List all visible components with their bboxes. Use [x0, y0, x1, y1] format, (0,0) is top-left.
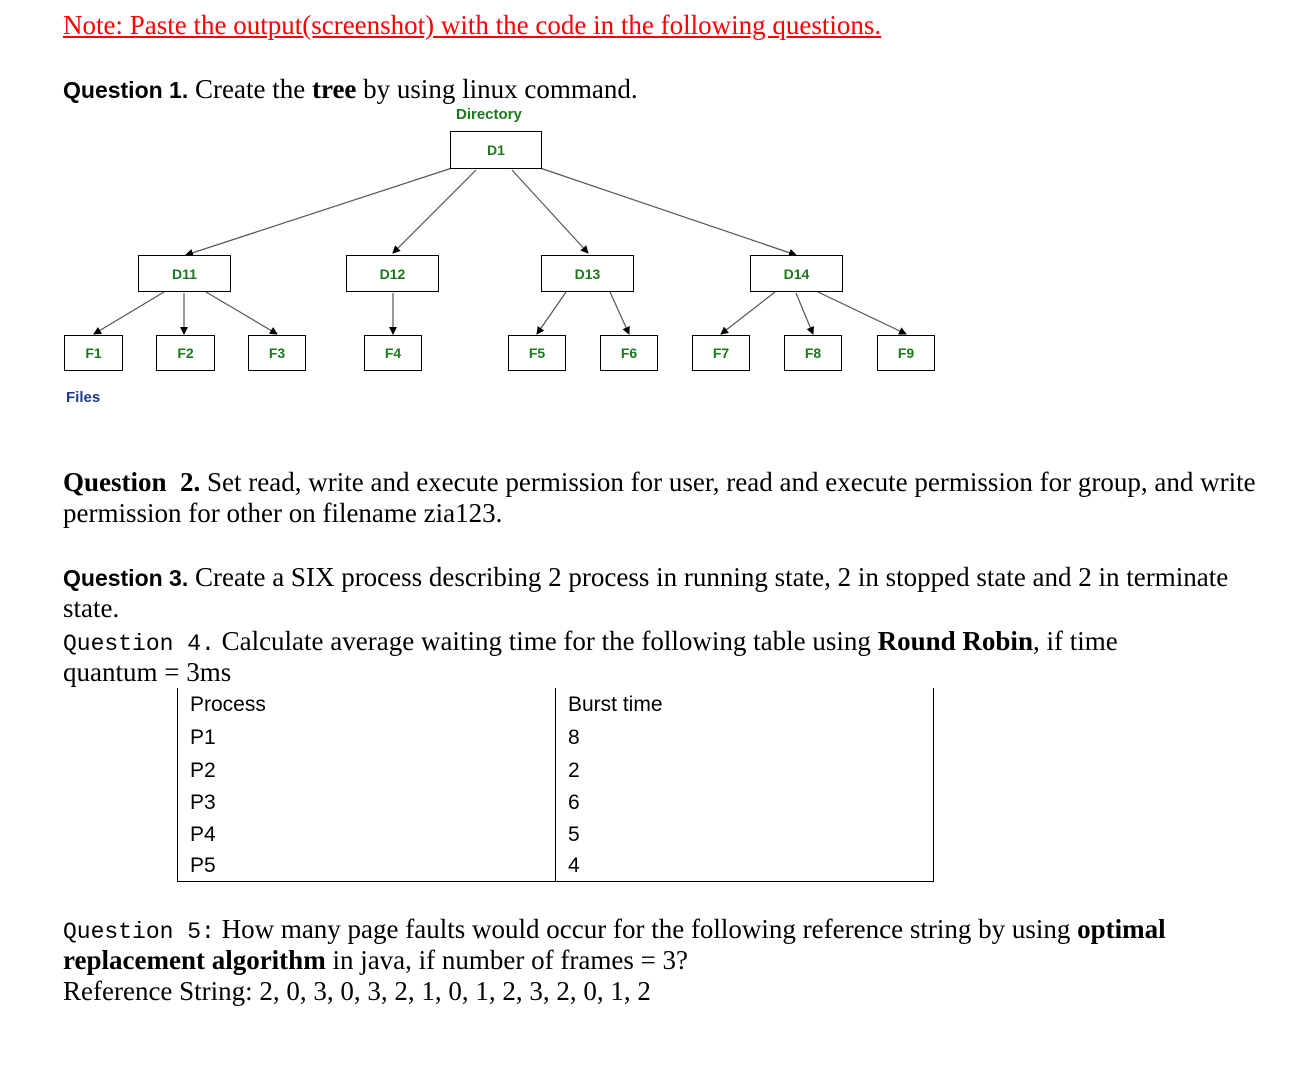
question-5-bold-1: optimal — [1077, 914, 1166, 944]
table-cell: 4 — [568, 854, 580, 877]
table-cell: 2 — [568, 759, 580, 782]
node-f1: F1 — [64, 335, 123, 371]
question-4-bold: Round Robin — [877, 626, 1033, 656]
files-label: Files — [66, 389, 101, 406]
node-f5: F5 — [508, 335, 566, 371]
question-1-label: Question 1. — [63, 77, 189, 103]
node-f2: F2 — [156, 335, 215, 371]
question-3-line-1 — [63, 562, 1228, 593]
question-2-label: Question — [63, 467, 167, 497]
question-2-text: Set read, write and execute permission for user, read and execute permission for group, and write — [207, 467, 1256, 497]
edge-d11-f3 — [206, 292, 277, 334]
node-d14: D14 — [750, 255, 843, 292]
edge-d13-f5 — [537, 292, 566, 334]
node-f9: F9 — [877, 335, 935, 371]
question-1-text-before: Create the — [195, 74, 306, 104]
node-d1: D1 — [450, 131, 542, 169]
table-left-border — [177, 688, 178, 882]
question-2-line-1 — [63, 467, 1256, 498]
table-cell: 5 — [568, 823, 580, 846]
question-5-text-after: in java, if number of frames = 3? — [332, 945, 689, 975]
question-3-line-2: state. — [63, 593, 120, 623]
table-cell: P2 — [190, 759, 216, 782]
question-4-label: Question 4. — [63, 631, 215, 657]
table-cell: 8 — [568, 726, 580, 749]
question-5-text-before: How many page faults would occur for the following reference string by using — [221, 914, 1071, 944]
question-2-label-num: 2. — [180, 467, 201, 497]
question-4-text-before: Calculate average waiting time for the following table using — [221, 626, 871, 656]
table-header-burst: Burst time — [568, 693, 663, 716]
node-d11: D11 — [138, 255, 231, 292]
question-5-line-2 — [63, 945, 688, 976]
table-bottom-border — [177, 881, 934, 882]
edge-d11-f1 — [94, 292, 164, 334]
node-f4: F4 — [364, 335, 422, 371]
question-5-label: Question 5: — [63, 919, 215, 945]
table-cell: 6 — [568, 791, 580, 814]
table-middle-border — [555, 688, 556, 882]
question-5-line-1 — [63, 914, 1166, 945]
question-5-line-3: Reference String: 2, 0, 3, 0, 3, 2, 1, 0, 1, 2, 3, 2, 0, 1, 2 — [63, 976, 651, 1006]
edge-d1-d11 — [186, 168, 452, 255]
table-header-process: Process — [190, 693, 266, 716]
question-3-label: Question 3. — [63, 565, 189, 591]
question-4-line-1 — [63, 626, 1118, 657]
node-d12: D12 — [346, 255, 439, 292]
table-cell: P5 — [190, 854, 216, 877]
node-f3: F3 — [248, 335, 306, 371]
note-text: Note: Paste the output(screenshot) with the code in the following questions. — [63, 10, 882, 40]
table-cell: P4 — [190, 823, 216, 846]
question-2-line-2: permission for other on filename zia123. — [63, 498, 503, 528]
edge-d14-f8 — [796, 293, 813, 334]
table-right-border — [933, 688, 934, 882]
question-4-text-after: , if time — [1032, 626, 1118, 656]
question-3-text: Create a SIX process describing 2 process in running state, 2 in stopped state and 2 in terminate — [195, 562, 1229, 592]
edge-d13-f6 — [610, 292, 629, 334]
question-4-line-2: quantum = 3ms — [63, 657, 232, 687]
edge-d1-d12 — [393, 170, 476, 253]
edge-d14-f9 — [818, 292, 906, 334]
table-cell: P1 — [190, 726, 216, 749]
node-f8: F8 — [784, 335, 842, 371]
table-cell: P3 — [190, 791, 216, 814]
edge-d1-d13 — [512, 170, 588, 253]
process-table — [177, 688, 934, 882]
node-d13: D13 — [541, 255, 634, 292]
node-f6: F6 — [600, 335, 658, 371]
question-5-bold-2: replacement algorithm — [63, 945, 326, 975]
question-1-text-after: by using linux command. — [363, 74, 638, 104]
directory-label: Directory — [456, 106, 522, 123]
node-f7: F7 — [692, 335, 750, 371]
edge-d14-f7 — [721, 292, 775, 334]
question-1-bold: tree — [311, 74, 357, 104]
